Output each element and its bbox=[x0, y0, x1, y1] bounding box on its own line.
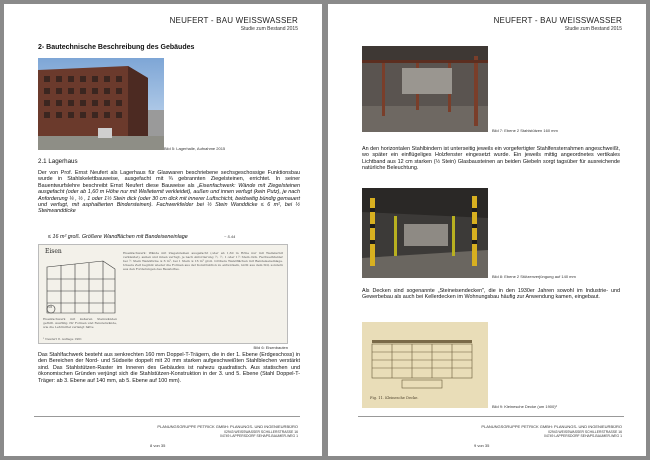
paragraph-1-quote: „Eisenfachwerk: Wände mit Ziegelsteinen ausgefacht (oder ab 1,60 m Höhe nur mit Welleternit verkleidet), außen und innen verfugt (kein Putz), je nach Anforderung ¼ , ½ , 1 oder 1½ Stein dick (oder 30 cm dick mit innerer Luftschicht, beidseitig bündig gemauert und verfugt, mit asphaltierten Bindersteinen). Fachwerkfelder bei ½ Stein Wanddicke ≤ 6 m², bei ½ Steinwanddicke bbox=[38, 182, 301, 215]
drawing-number: 18 bbox=[48, 305, 53, 309]
drawing-body-text: Eisenfachwerk: Wände mit Ziegelsteinen ausgefacht (oder ab 1,60 m Höhe nur mit Welleternit verkleidet), außen und innen verfugt, je nach Anforderung ¼, ½, 1 oder 1½ Stein dick. Fachwerkfelder bei ½ Stein Wanddicke ≤ 6 m², bei 1 Stein ≤ 16 m² groß. Größere Wandflächen mit Bandeiseneinlage. Unsere Zeit beginnt wieder die Formen aus der Konstruktion zu entwickeln, nicht aus dem Stil, sondern aus den Forderungen des Baustoffes. bbox=[123, 251, 283, 271]
body-paragraph-1 bbox=[38, 170, 300, 215]
page-footer: PLANUNGSGRUPPE PETRICK GMBH: PLANUNGS- UND INGENIEURBÜRO 02943 WEISSWASSER SCHILLERSTRASSE 16 04749 LAPPERSDORF SEHAPS-BAUMER-WEG 1 bbox=[157, 424, 298, 438]
page-header bbox=[494, 16, 622, 32]
header-subtitle: Studie zum Bestand 2015 bbox=[564, 26, 622, 32]
page-header bbox=[170, 16, 298, 32]
fig7-photo bbox=[362, 46, 488, 132]
fig6-caption: Bild 6: Eisenbauten bbox=[253, 345, 288, 350]
warehouse-photo bbox=[38, 58, 164, 150]
page-number: 9 von 35 bbox=[474, 443, 490, 448]
fig5-caption: Bild 5: Lagerhalle, Aufnahme 2015 bbox=[164, 146, 226, 151]
page-number: 8 von 35 bbox=[150, 443, 166, 448]
drawing-footnote: ¹ Neufert 8. Auflage 1961 bbox=[43, 337, 82, 341]
page-footer: PLANUNGSGRUPPE PETRICK GMBH: PLANUNGS- UND INGENIEURBÜRO 02943 WEISSWASSER SCHILLERSTRASSE 16 04749 LAPPERSDORF SEHAPS-BAUMER-WEG 1 bbox=[481, 424, 622, 438]
body-paragraph-2: Das Stahlfachwerk besteht aus senkrechten 160 mm Doppel-T-Trägern, die in der 1. Ebene (Erdgeschoss) in den Bereichen der Nord- und Südseite doppelt mit 20 mm starken aufgeschweißten Stahlblechen verstärkt sind. Das Stahlstützen-Raster im Inneren des Gebäudes ist nahezu quadratisch. Aus statischen und ökonomischen Gründen verjüngt sich die Stahlstützen-Konstruktion in der 3. und 5. Ebene (Stahl Doppel-T-Träger: ab 3. Ebene auf 140 mm, ab 5. Ebene auf 100 mm). bbox=[38, 352, 300, 384]
header-subtitle: Studie zum Bestand 2015 bbox=[240, 26, 298, 32]
fig8-caption: Bild 8: Ebene 2 Stützenverjüngung auf 140 mm bbox=[492, 274, 576, 279]
right-paragraph-1: An den horizontalen Stahlbindern ist unterseitig jeweils ein vorgefertigter Stahlfensterrahmen angeschweißt, wo später ein einflügeliges Holzfenster eingesetzt wurde. Ein jeweils mittig angeordnetes vertikales Lichtband aus 12 cm starken (½ Stein) Glasbausteinen an beiden Giebeln sorgt tagsüber für ausreichende natürliche Beleuchtung. bbox=[362, 146, 620, 172]
paragraph-1-text: Der von Prof. Ernst Neufert als Lagerhaus für Glaswaren beschriebene sechsgeschossige Funktionsbau wurde in Stahlskelettbauweise, ausgefacht mit ¾ gebrannten Ziegelsteinen, errichtet. In seiner Bauentwurfslehre beschreibt Ernst Neufert diese Bauweise als bbox=[38, 170, 300, 189]
eisen-drawing-scan bbox=[38, 244, 288, 344]
handwritten-note: ~ 5.44 bbox=[224, 234, 236, 239]
drawing-title: Eisen bbox=[45, 248, 62, 255]
drawing-small-text: Eisenfachwerk mit äußeren Steinwänden gefüllt. Ausfüllg. für Formen und Fensterwände, wie die Lehrmittel verlangt hätte bbox=[43, 317, 117, 329]
header-title: NEUFERT - BAU WEISSWASSER bbox=[169, 16, 298, 25]
fig9-caption: Bild 9: Kleinesche Decke (um 1900)² bbox=[492, 404, 557, 409]
fig9-scan bbox=[362, 322, 488, 408]
fig8-photo bbox=[362, 188, 488, 278]
subsection-title: 2.1 Lagerhaus bbox=[38, 158, 78, 165]
paragraph-1-tail: ≤ 16 m² groß. Größere Wandflächen mit Bandeiseneinlage bbox=[48, 234, 188, 240]
fig7-caption: Bild 7: Ebene 2 Stahlstützen 160 mm bbox=[492, 128, 558, 133]
left-page bbox=[4, 4, 322, 456]
footer-rule bbox=[358, 416, 624, 417]
fig9-inner-caption: Fig. 11. Kleinesche Decke. bbox=[370, 396, 419, 400]
footer-rule bbox=[34, 416, 300, 417]
right-page bbox=[328, 4, 646, 456]
header-title: NEUFERT - BAU WEISSWASSER bbox=[493, 16, 622, 25]
section-heading: 2- Bautechnische Beschreibung des Gebäudes bbox=[38, 44, 195, 51]
right-paragraph-2: Als Decken sind sogenannte „Steineisendecken", die in den 1930er Jahren sowohl im Industrie- und Gewerbebau als auch bei Kellerdecken im Wohnungsbau häufig zur Anwendung kamen, eingebaut. bbox=[362, 288, 620, 301]
